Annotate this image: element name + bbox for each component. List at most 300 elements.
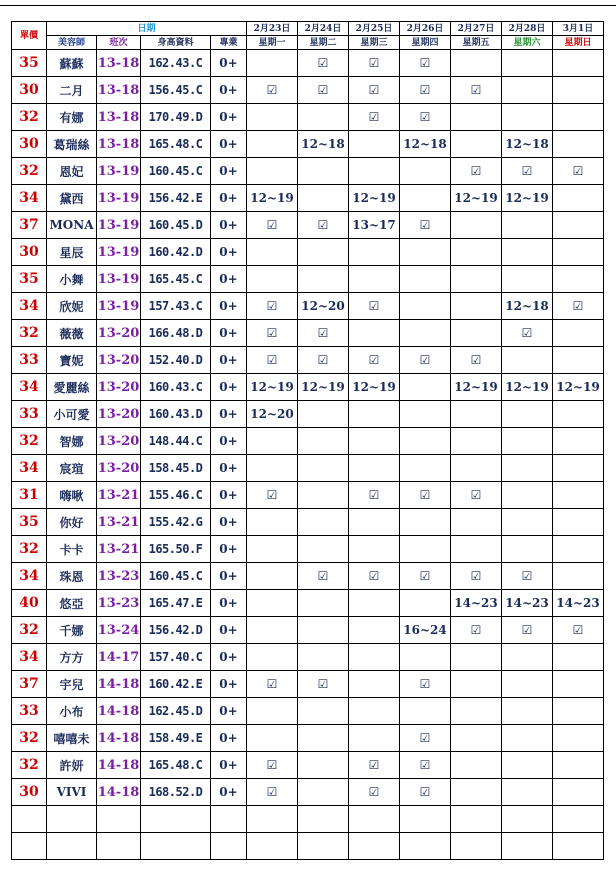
stylist-name: MONA — [47, 212, 97, 239]
schedule-cell — [451, 320, 502, 347]
schedule-cell — [247, 698, 298, 725]
schedule-cell — [400, 428, 451, 455]
stylist-name: 卡卡 — [47, 536, 97, 563]
schedule-cell — [400, 509, 451, 536]
schedule-cell — [298, 617, 349, 644]
schedule-cell: ☑ — [349, 50, 400, 77]
schedule-cell: ☑ — [400, 671, 451, 698]
schedule-cell — [502, 509, 553, 536]
schedule-cell — [298, 104, 349, 131]
schedule-cell — [298, 509, 349, 536]
schedule-cell: ☑ — [451, 563, 502, 590]
spec-cell: 0+ — [211, 374, 247, 401]
stylist-name: 小舞 — [47, 266, 97, 293]
schedule-cell — [451, 401, 502, 428]
height-data-cell: 168.52.D — [141, 779, 211, 806]
price-cell: 30 — [12, 779, 47, 806]
schedule-table — [11, 21, 604, 860]
shift-cell: 13-19 — [97, 158, 141, 185]
schedule-cell: ☑ — [298, 77, 349, 104]
weekday-cell-saturday: 星期六 — [502, 36, 553, 50]
schedule-cell: 12~20 — [247, 401, 298, 428]
stylist-name: 星辰 — [47, 239, 97, 266]
height-data-cell: 157.43.C — [141, 293, 211, 320]
schedule-cell — [349, 725, 400, 752]
schedule-cell — [502, 347, 553, 374]
empty-cell — [298, 806, 349, 833]
schedule-cell: ☑ — [298, 671, 349, 698]
empty-cell — [141, 833, 211, 860]
table-row — [12, 320, 604, 347]
empty-cell — [349, 806, 400, 833]
height-data-cell: 162.45.D — [141, 698, 211, 725]
schedule-cell — [400, 293, 451, 320]
schedule-cell — [298, 158, 349, 185]
height-data-cell: 160.42.D — [141, 239, 211, 266]
price-cell: 32 — [12, 752, 47, 779]
height-data-cell: 157.40.C — [141, 644, 211, 671]
date-cell: 3月1日 — [553, 22, 604, 36]
height-data-cell: 156.42.D — [141, 617, 211, 644]
schedule-cell: 12~19 — [451, 185, 502, 212]
shift-cell: 14-18 — [97, 698, 141, 725]
schedule-cell — [247, 266, 298, 293]
schedule-cell — [451, 644, 502, 671]
schedule-cell — [247, 509, 298, 536]
schedule-cell: 12~19 — [349, 185, 400, 212]
stylist-name: VIVI — [47, 779, 97, 806]
schedule-cell — [298, 455, 349, 482]
schedule-cell — [247, 131, 298, 158]
weekday-cell-sunday: 星期日 — [553, 36, 604, 50]
schedule-cell — [553, 509, 604, 536]
height-data-cell: 158.45.D — [141, 455, 211, 482]
stylist-name: 你好 — [47, 509, 97, 536]
schedule-cell: ☑ — [502, 563, 553, 590]
table-row — [12, 779, 604, 806]
stylist-name: 小可愛 — [47, 401, 97, 428]
spec-cell: 0+ — [211, 50, 247, 77]
schedule-cell — [553, 50, 604, 77]
date-title: 日期 — [47, 22, 247, 36]
shift-cell: 13-20 — [97, 428, 141, 455]
schedule-cell — [502, 671, 553, 698]
schedule-cell: ☑ — [247, 212, 298, 239]
schedule-cell — [349, 158, 400, 185]
height-data-cell: 166.48.D — [141, 320, 211, 347]
schedule-cell — [553, 185, 604, 212]
stylist-name: 千娜 — [47, 617, 97, 644]
shift-cell: 13-18 — [97, 77, 141, 104]
schedule-cell: ☑ — [247, 347, 298, 374]
empty-row — [12, 806, 604, 833]
spec-cell: 0+ — [211, 428, 247, 455]
schedule-cell — [247, 455, 298, 482]
schedule-cell — [349, 131, 400, 158]
stylist-name: 方方 — [47, 644, 97, 671]
stylist-name: 珠恩 — [47, 563, 97, 590]
schedule-cell — [553, 104, 604, 131]
schedule-cell — [502, 77, 553, 104]
table-row — [12, 752, 604, 779]
empty-cell — [211, 806, 247, 833]
schedule-cell: ☑ — [400, 50, 451, 77]
schedule-cell: ☑ — [298, 320, 349, 347]
shift-cell: 14-18 — [97, 671, 141, 698]
schedule-cell: ☑ — [502, 158, 553, 185]
schedule-cell: 12~19 — [553, 374, 604, 401]
spec-cell: 0+ — [211, 617, 247, 644]
schedule-cell — [451, 509, 502, 536]
schedule-cell — [553, 698, 604, 725]
stylist-name: 小布 — [47, 698, 97, 725]
schedule-cell — [247, 590, 298, 617]
table-row — [12, 482, 604, 509]
schedule-cell — [298, 401, 349, 428]
shift-cell: 13-23 — [97, 563, 141, 590]
price-cell: 32 — [12, 617, 47, 644]
schedule-cell: ☑ — [298, 347, 349, 374]
spec-cell: 0+ — [211, 77, 247, 104]
schedule-cell: 14~23 — [502, 590, 553, 617]
schedule-cell: ☑ — [247, 752, 298, 779]
weekday-cell: 星期二 — [298, 36, 349, 50]
schedule-cell: ☑ — [400, 752, 451, 779]
spec-cell: 0+ — [211, 212, 247, 239]
schedule-cell — [451, 50, 502, 77]
schedule-cell — [400, 320, 451, 347]
schedule-cell — [349, 590, 400, 617]
stylist-name: 愛麗絲 — [47, 374, 97, 401]
schedule-cell — [502, 239, 553, 266]
schedule-cell — [298, 779, 349, 806]
schedule-cell — [451, 428, 502, 455]
stylist-name: 恩妃 — [47, 158, 97, 185]
schedule-cell — [451, 698, 502, 725]
height-data-cell: 156.42.E — [141, 185, 211, 212]
schedule-cell — [502, 752, 553, 779]
price-cell: 34 — [12, 455, 47, 482]
schedule-cell — [451, 104, 502, 131]
spec-cell: 0+ — [211, 725, 247, 752]
schedule-cell — [553, 779, 604, 806]
stylist-name: 蘇蘇 — [47, 50, 97, 77]
schedule-cell — [451, 266, 502, 293]
date-cell: 2月24日 — [298, 22, 349, 36]
schedule-cell — [349, 509, 400, 536]
stylist-name: 許妍 — [47, 752, 97, 779]
schedule-cell: ☑ — [247, 320, 298, 347]
schedule-cell — [502, 725, 553, 752]
top-rule — [0, 5, 616, 6]
schedule-cell — [349, 266, 400, 293]
schedule-cell: ☑ — [502, 617, 553, 644]
schedule-cell: 12~19 — [247, 374, 298, 401]
schedule-cell — [400, 266, 451, 293]
price-cell: 34 — [12, 563, 47, 590]
schedule-cell: ☑ — [451, 77, 502, 104]
schedule-cell — [349, 698, 400, 725]
schedule-cell: 12~18 — [298, 131, 349, 158]
height-data-cell: 165.50.F — [141, 536, 211, 563]
schedule-cell — [247, 563, 298, 590]
schedule-cell: ☑ — [400, 212, 451, 239]
price-cell: 30 — [12, 239, 47, 266]
schedule-cell — [502, 428, 553, 455]
shift-cell: 13-21 — [97, 509, 141, 536]
schedule-cell — [553, 77, 604, 104]
schedule-cell — [502, 698, 553, 725]
schedule-cell — [298, 698, 349, 725]
empty-cell — [97, 806, 141, 833]
spec-cell: 0+ — [211, 644, 247, 671]
schedule-cell: 12~19 — [502, 185, 553, 212]
price-cell: 37 — [12, 212, 47, 239]
stylist-name: 宇兒 — [47, 671, 97, 698]
table-row — [12, 428, 604, 455]
height-data-cell: 155.46.C — [141, 482, 211, 509]
stylist-name: 嘻嘻未 — [47, 725, 97, 752]
schedule-cell: 16~24 — [400, 617, 451, 644]
table-row — [12, 50, 604, 77]
height-data-cell: 165.48.C — [141, 131, 211, 158]
schedule-cell — [451, 239, 502, 266]
price-cell: 33 — [12, 698, 47, 725]
schedule-cell: ☑ — [349, 752, 400, 779]
table-row — [12, 77, 604, 104]
empty-cell — [400, 806, 451, 833]
schedule-cell — [553, 563, 604, 590]
schedule-cell — [451, 212, 502, 239]
schedule-cell — [553, 671, 604, 698]
table-row — [12, 590, 604, 617]
schedule-cell — [553, 482, 604, 509]
schedule-cell: 13~17 — [349, 212, 400, 239]
spec-cell: 0+ — [211, 482, 247, 509]
height-data-cell: 160.42.E — [141, 671, 211, 698]
spec-cell: 0+ — [211, 536, 247, 563]
table-row — [12, 212, 604, 239]
schedule-cell: ☑ — [553, 158, 604, 185]
stylist-name: 薇薇 — [47, 320, 97, 347]
schedule-cell: ☑ — [298, 50, 349, 77]
stylist-name: 有娜 — [47, 104, 97, 131]
table-row — [12, 131, 604, 158]
empty-cell — [553, 806, 604, 833]
schedule-cell — [298, 590, 349, 617]
schedule-cell — [451, 779, 502, 806]
shift-cell: 13-18 — [97, 50, 141, 77]
weekday-cell: 星期三 — [349, 36, 400, 50]
empty-cell — [502, 833, 553, 860]
schedule-cell — [349, 455, 400, 482]
shift-cell: 13-20 — [97, 374, 141, 401]
schedule-cell — [400, 455, 451, 482]
height-data-cell: 148.44.C — [141, 428, 211, 455]
schedule-cell: ☑ — [451, 158, 502, 185]
height-data-cell: 165.47.E — [141, 590, 211, 617]
schedule-cell — [553, 212, 604, 239]
schedule-cell: ☑ — [247, 779, 298, 806]
shift-cell: 13-20 — [97, 347, 141, 374]
schedule-cell — [247, 644, 298, 671]
schedule-cell — [502, 536, 553, 563]
shift-cell: 13-24 — [97, 617, 141, 644]
schedule-cell: 12~19 — [349, 374, 400, 401]
schedule-cell — [349, 320, 400, 347]
height-data-cell: 165.48.C — [141, 752, 211, 779]
schedule-cell — [553, 320, 604, 347]
schedule-cell: 12~19 — [247, 185, 298, 212]
stylist-name: 黛西 — [47, 185, 97, 212]
schedule-cell: ☑ — [247, 482, 298, 509]
schedule-cell: 12~19 — [298, 374, 349, 401]
schedule-cell — [451, 455, 502, 482]
spec-cell: 0+ — [211, 563, 247, 590]
height-data-cell: 160.43.C — [141, 374, 211, 401]
spec-cell: 0+ — [211, 239, 247, 266]
height-data-cell: 160.45.D — [141, 212, 211, 239]
price-cell: 34 — [12, 185, 47, 212]
price-cell: 34 — [12, 374, 47, 401]
empty-cell — [12, 833, 47, 860]
schedule-cell — [451, 725, 502, 752]
schedule-cell — [298, 185, 349, 212]
schedule-cell: ☑ — [400, 563, 451, 590]
shift-cell: 13-21 — [97, 482, 141, 509]
shift-cell: 13-21 — [97, 536, 141, 563]
schedule-cell: ☑ — [553, 617, 604, 644]
stylist-name: 智娜 — [47, 428, 97, 455]
spec-cell: 0+ — [211, 671, 247, 698]
schedule-cell: 14~23 — [451, 590, 502, 617]
height-column-header: 身高資料 — [141, 36, 211, 50]
schedule-cell — [298, 482, 349, 509]
schedule-cell: 14~23 — [553, 590, 604, 617]
spec-cell: 0+ — [211, 104, 247, 131]
price-cell: 32 — [12, 428, 47, 455]
schedule-cell — [247, 617, 298, 644]
empty-cell — [298, 833, 349, 860]
schedule-cell — [349, 617, 400, 644]
schedule-cell: ☑ — [400, 347, 451, 374]
height-data-cell: 170.49.D — [141, 104, 211, 131]
empty-cell — [451, 833, 502, 860]
schedule-cell: ☑ — [349, 563, 400, 590]
schedule-cell — [298, 725, 349, 752]
schedule-cell — [553, 428, 604, 455]
price-cell: 32 — [12, 536, 47, 563]
shift-cell: 14-17 — [97, 644, 141, 671]
schedule-cell: ☑ — [400, 725, 451, 752]
schedule-cell — [400, 239, 451, 266]
shift-cell: 13-19 — [97, 212, 141, 239]
schedule-cell — [349, 536, 400, 563]
table-row — [12, 725, 604, 752]
schedule-cell — [502, 266, 553, 293]
shift-cell: 13-18 — [97, 104, 141, 131]
price-cell: 32 — [12, 104, 47, 131]
schedule-cell — [400, 644, 451, 671]
schedule-cell — [349, 428, 400, 455]
empty-cell — [451, 806, 502, 833]
empty-cell — [47, 833, 97, 860]
table-row — [12, 185, 604, 212]
spec-cell: 0+ — [211, 752, 247, 779]
schedule-cell: ☑ — [298, 212, 349, 239]
shift-cell: 13-20 — [97, 320, 141, 347]
shift-cell: 13-23 — [97, 590, 141, 617]
schedule-cell — [400, 536, 451, 563]
spec-cell: 0+ — [211, 698, 247, 725]
schedule-cell — [502, 401, 553, 428]
table-row — [12, 104, 604, 131]
table-row — [12, 401, 604, 428]
schedule-cell: ☑ — [400, 104, 451, 131]
table-row — [12, 509, 604, 536]
shift-cell: 13-19 — [97, 293, 141, 320]
height-data-cell: 156.45.C — [141, 77, 211, 104]
table-row — [12, 266, 604, 293]
height-data-cell: 162.43.C — [141, 50, 211, 77]
weekday-cell: 星期一 — [247, 36, 298, 50]
schedule-cell: ☑ — [349, 347, 400, 374]
height-data-cell: 160.45.C — [141, 158, 211, 185]
shift-cell: 14-18 — [97, 752, 141, 779]
schedule-cell — [298, 536, 349, 563]
schedule-cell — [349, 401, 400, 428]
shift-cell: 14-18 — [97, 779, 141, 806]
shift-cell: 13-18 — [97, 131, 141, 158]
schedule-cell: ☑ — [247, 293, 298, 320]
schedule-cell: ☑ — [349, 77, 400, 104]
schedule-cell — [400, 698, 451, 725]
stylist-name: 宸瑄 — [47, 455, 97, 482]
header-row-dates — [12, 22, 604, 36]
schedule-cell — [247, 725, 298, 752]
date-cell: 2月25日 — [349, 22, 400, 36]
schedule-cell — [502, 455, 553, 482]
empty-cell — [502, 806, 553, 833]
schedule-cell — [247, 428, 298, 455]
table-row — [12, 158, 604, 185]
price-cell: 34 — [12, 293, 47, 320]
schedule-cell: ☑ — [451, 617, 502, 644]
price-cell: 35 — [12, 50, 47, 77]
schedule-cell — [247, 239, 298, 266]
schedule-cell — [451, 671, 502, 698]
schedule-cell — [502, 212, 553, 239]
price-cell: 35 — [12, 509, 47, 536]
shift-column-header: 班次 — [97, 36, 141, 50]
table-row — [12, 671, 604, 698]
empty-cell — [247, 806, 298, 833]
price-cell: 40 — [12, 590, 47, 617]
spec-cell: 0+ — [211, 401, 247, 428]
empty-cell — [553, 833, 604, 860]
schedule-cell — [502, 50, 553, 77]
shift-cell: 14-18 — [97, 725, 141, 752]
spec-cell: 0+ — [211, 779, 247, 806]
schedule-cell — [298, 266, 349, 293]
price-cell: 33 — [12, 347, 47, 374]
spec-cell: 0+ — [211, 509, 247, 536]
table-row — [12, 347, 604, 374]
schedule-cell — [451, 536, 502, 563]
height-data-cell: 158.49.E — [141, 725, 211, 752]
schedule-cell — [349, 644, 400, 671]
schedule-cell — [247, 536, 298, 563]
